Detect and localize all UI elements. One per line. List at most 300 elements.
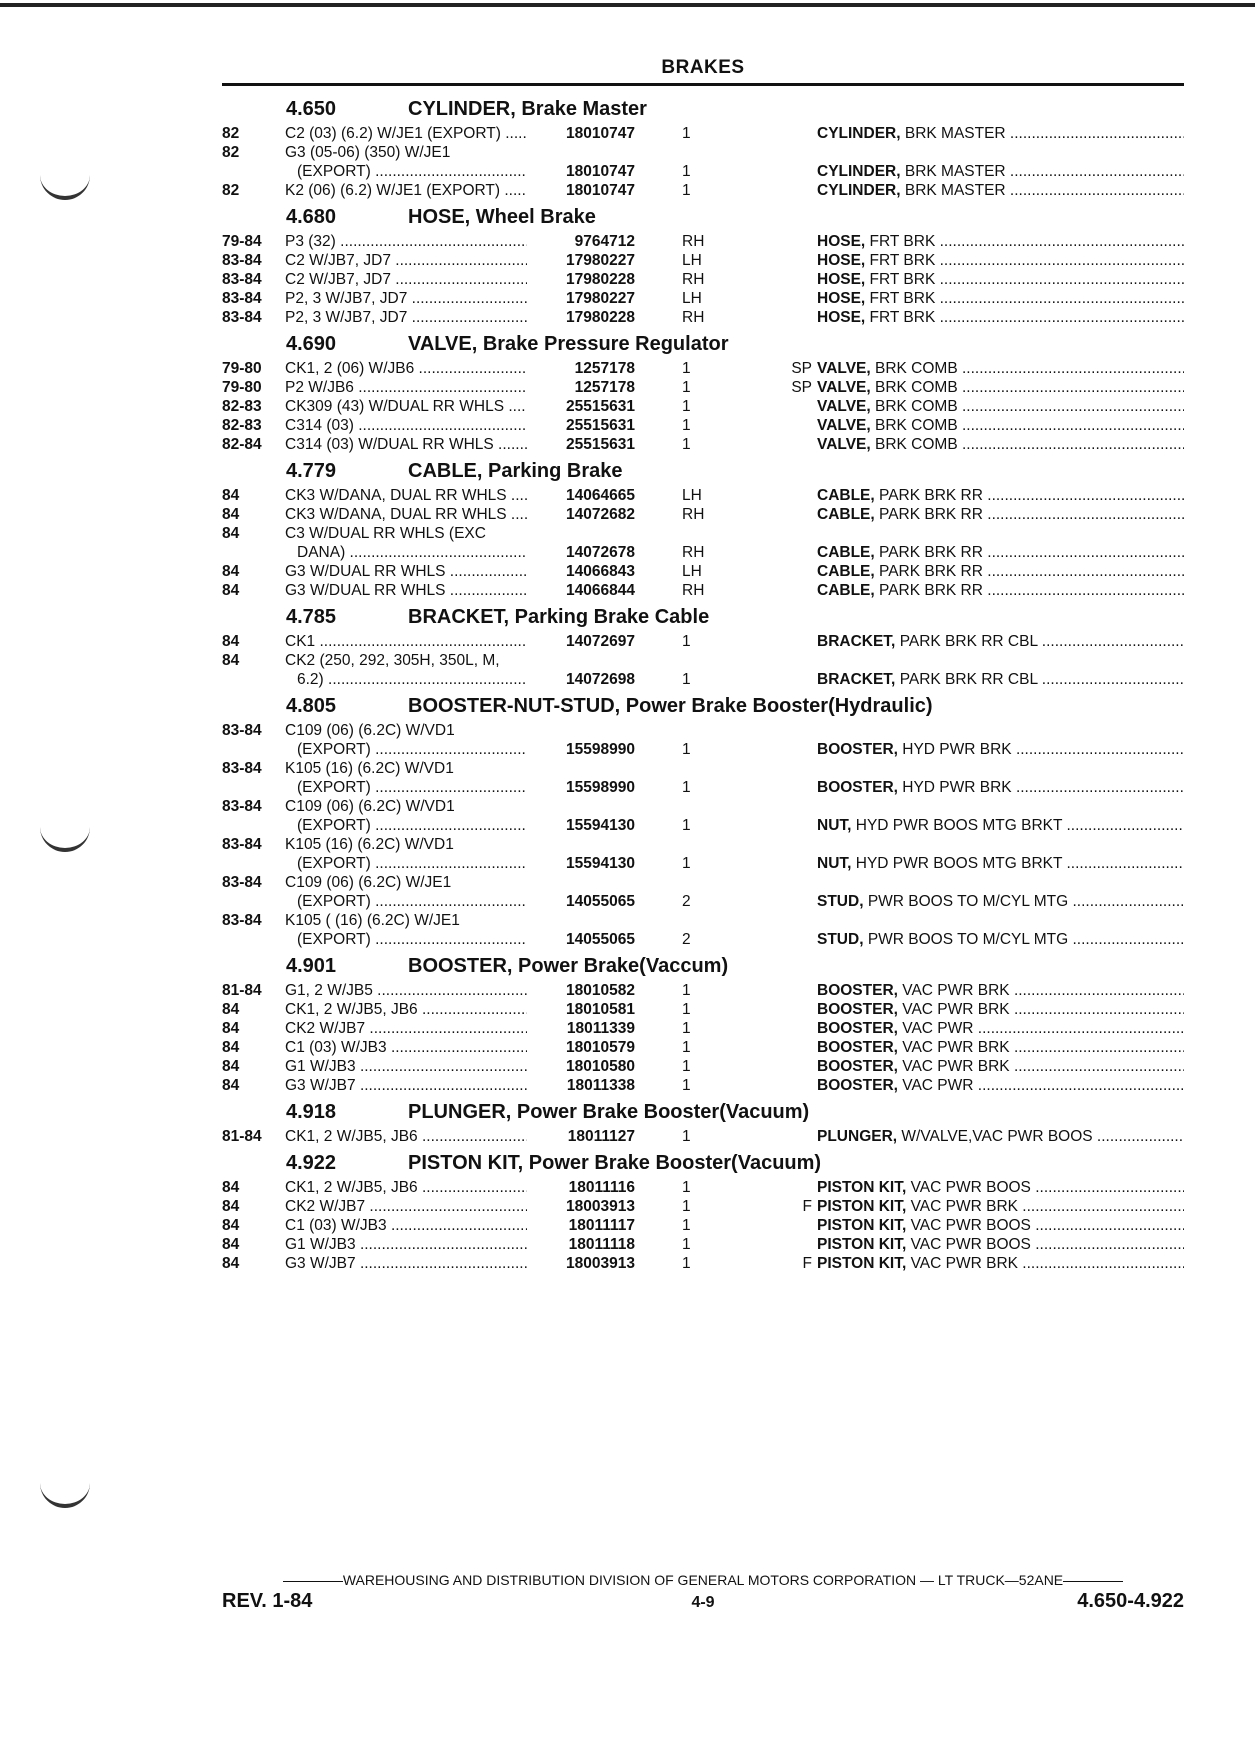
application-description	[285, 721, 585, 740]
part-number: 14072698	[527, 670, 635, 689]
part-name	[817, 930, 1184, 949]
part-name-detail: PARK BRK RR .....	[879, 544, 1184, 561]
model-year: 84	[222, 652, 240, 669]
part-name-detail: VAC PWR BOOS .....	[911, 1236, 1184, 1253]
quantity: 1	[682, 360, 691, 377]
quantity: 1	[682, 1236, 691, 1253]
part-name-detail: BRK MASTER .....	[905, 163, 1184, 180]
binder-hole-mark	[40, 1478, 90, 1508]
part-number: 15598990	[527, 740, 635, 759]
table-row	[222, 359, 1184, 378]
part-name	[817, 543, 1184, 562]
part-name	[817, 416, 1184, 435]
quantity: 1	[682, 1039, 691, 1056]
part-name-noun: BOOSTER,	[817, 982, 898, 999]
application-text: K105 ( (16) (6.2C) W/JE1	[285, 912, 460, 929]
part-name-detail: BRK COMB .....	[875, 398, 1184, 415]
section-header	[222, 329, 1184, 359]
part-name	[817, 1197, 1184, 1216]
quantity: 1	[682, 379, 691, 396]
part-number: 18011338	[527, 1076, 635, 1095]
part-number: 18010579	[527, 1038, 635, 1057]
quantity: 1	[682, 436, 691, 453]
quantity: 1	[682, 125, 691, 142]
section-title: PISTON KIT, Power Brake Booster(Vacuum)	[408, 1152, 822, 1174]
section-number: 4.918	[286, 1101, 337, 1123]
application-text: P3 (32)	[285, 233, 336, 250]
quantity: LH	[682, 487, 702, 504]
table-row	[222, 835, 1184, 854]
part-name-detail: PWR BOOS TO M/CYL MTG .....	[868, 893, 1184, 910]
table-row	[222, 759, 1184, 778]
part-name-noun: BOOSTER,	[817, 779, 898, 796]
part-name-noun: HOSE,	[817, 309, 866, 326]
part-name-detail: VAC PWR BRK .....	[902, 1058, 1184, 1075]
quantity: 1	[682, 1217, 691, 1234]
model-year: 84	[222, 1255, 240, 1272]
model-year: 84	[222, 1236, 240, 1253]
part-name-noun: VALVE,	[817, 436, 871, 453]
parts-catalog-sections	[222, 94, 1184, 1275]
top-border-rule	[0, 3, 1255, 7]
part-name	[817, 378, 1184, 397]
quantity: 1	[682, 417, 691, 434]
part-name-noun: BOOSTER,	[817, 1077, 898, 1094]
table-row	[222, 651, 1184, 670]
binder-hole-mark	[40, 822, 90, 852]
model-year: 84	[222, 1058, 240, 1075]
part-name-detail: BRK COMB .....	[875, 360, 1184, 377]
section-title: BOOSTER, Power Brake(Vaccum)	[408, 955, 729, 977]
quantity: 1	[682, 982, 691, 999]
part-name-detail: VAC PWR .....	[902, 1020, 1184, 1037]
quantity: LH	[682, 290, 702, 307]
part-name-detail: FRT BRK .....	[870, 271, 1184, 288]
quantity: LH	[682, 563, 702, 580]
quantity: 1	[682, 1001, 691, 1018]
quantity: 1	[682, 779, 691, 796]
application-text: C109 (06) (6.2C) W/VD1	[285, 722, 455, 739]
part-number: 18010747	[527, 181, 635, 200]
part-number: 18010580	[527, 1057, 635, 1076]
part-number: 14072697	[527, 632, 635, 651]
quantity: 1	[682, 1198, 691, 1215]
part-number: 17980227	[527, 289, 635, 308]
model-year: 79-80	[222, 379, 262, 396]
part-name	[817, 816, 1184, 835]
table-row	[222, 778, 1184, 797]
part-name-detail: VAC PWR BRK .....	[902, 982, 1184, 999]
table-row	[222, 486, 1184, 505]
table-row	[222, 1127, 1184, 1146]
application-text: CK1, 2 W/JB5, JB6	[285, 1128, 418, 1145]
application-text: (EXPORT)	[297, 893, 371, 910]
application-description	[285, 651, 585, 670]
model-year: 81-84	[222, 1128, 262, 1145]
part-name-noun: CYLINDER,	[817, 182, 901, 199]
section-number: 4.650	[286, 98, 337, 120]
application-text: P2, 3 W/JB7, JD7	[285, 290, 408, 307]
section-number: 4.680	[286, 206, 337, 228]
model-year: 84	[222, 633, 240, 650]
application-description	[285, 759, 585, 778]
part-name	[817, 270, 1184, 289]
part-name-noun: HOSE,	[817, 290, 866, 307]
model-year: 79-84	[222, 233, 262, 250]
application-text: (EXPORT)	[297, 817, 371, 834]
table-row	[222, 930, 1184, 949]
table-row	[222, 524, 1184, 543]
part-name-detail: VAC PWR BOOS .....	[911, 1217, 1184, 1234]
part-number: 18010747	[527, 162, 635, 181]
part-name	[817, 1216, 1184, 1235]
part-name	[817, 1235, 1184, 1254]
part-name-detail: PARK BRK RR .....	[879, 506, 1184, 523]
part-name	[817, 740, 1184, 759]
quantity: 1	[682, 1179, 691, 1196]
table-row	[222, 1197, 1184, 1216]
model-year: 82	[222, 125, 240, 142]
application-text: CK3 W/DANA, DUAL RR WHLS	[285, 506, 507, 523]
application-text: G3 (05-06) (350) W/JE1	[285, 144, 451, 161]
part-name	[817, 1076, 1184, 1095]
table-row	[222, 1178, 1184, 1197]
table-row	[222, 251, 1184, 270]
part-name-detail: PWR BOOS TO M/CYL MTG .....	[868, 931, 1184, 948]
application-text: C314 (03) W/DUAL RR WHLS	[285, 436, 494, 453]
table-row	[222, 797, 1184, 816]
footer-division-line	[222, 1572, 1184, 1588]
part-name-noun: HOSE,	[817, 233, 866, 250]
part-name-noun: CYLINDER,	[817, 125, 901, 142]
model-year: 79-80	[222, 360, 262, 377]
table-row	[222, 308, 1184, 327]
part-name	[817, 251, 1184, 270]
part-name-noun: NUT,	[817, 855, 852, 872]
model-year: 83-84	[222, 290, 262, 307]
part-name-noun: BOOSTER,	[817, 1058, 898, 1075]
part-name-noun: BOOSTER,	[817, 1039, 898, 1056]
application-description	[285, 911, 585, 930]
part-name	[817, 1000, 1184, 1019]
part-name-noun: PISTON KIT,	[817, 1198, 907, 1215]
model-year: 83-84	[222, 874, 262, 891]
model-year: 82	[222, 182, 240, 199]
part-name-noun: CABLE,	[817, 506, 875, 523]
quantity: 2	[682, 931, 691, 948]
part-number: 17980228	[527, 270, 635, 289]
part-number: 25515631	[527, 416, 635, 435]
table-row	[222, 1076, 1184, 1095]
model-year: 83-84	[222, 309, 262, 326]
part-name-detail: FRT BRK .....	[870, 252, 1184, 269]
part-name	[817, 359, 1184, 378]
part-name-noun: CABLE,	[817, 582, 875, 599]
page-title: BRAKES	[661, 57, 745, 78]
section-title: VALVE, Brake Pressure Regulator	[408, 333, 729, 355]
part-number: 14066844	[527, 581, 635, 600]
application-text: C3 W/DUAL RR WHLS (EXC	[285, 525, 486, 542]
section-number: 4.779	[286, 460, 337, 482]
part-name-noun: BOOSTER,	[817, 1020, 898, 1037]
part-name	[817, 181, 1184, 200]
quantity: 1	[682, 1020, 691, 1037]
application-text: (EXPORT)	[297, 163, 371, 180]
part-name	[817, 1127, 1184, 1146]
part-name-detail: VAC PWR BRK .....	[911, 1255, 1184, 1272]
quantity: 1	[682, 633, 691, 650]
note-code: F	[802, 1198, 812, 1215]
application-text: G1 W/JB3	[285, 1236, 356, 1253]
application-text: C2 (03) (6.2) W/JE1 (EXPORT)	[285, 125, 501, 142]
part-number: 18010747	[527, 124, 635, 143]
application-text: CK1, 2 (06) W/JB6	[285, 360, 415, 377]
model-year: 83-84	[222, 836, 262, 853]
application-description	[285, 797, 585, 816]
note-code: F	[802, 1255, 812, 1272]
application-description	[285, 524, 585, 543]
part-name-noun: HOSE,	[817, 252, 866, 269]
part-name	[817, 1057, 1184, 1076]
part-name-noun: CABLE,	[817, 544, 875, 561]
application-text: CK3 W/DANA, DUAL RR WHLS	[285, 487, 507, 504]
part-number: 17980228	[527, 308, 635, 327]
table-row	[222, 270, 1184, 289]
application-text: (EXPORT)	[297, 931, 371, 948]
part-name	[817, 1178, 1184, 1197]
part-name-noun: BRACKET,	[817, 671, 896, 688]
model-year: 83-84	[222, 798, 262, 815]
table-row	[222, 816, 1184, 835]
quantity: RH	[682, 544, 705, 561]
model-year: 81-84	[222, 982, 262, 999]
part-name	[817, 670, 1184, 689]
part-name	[817, 397, 1184, 416]
part-name-noun: STUD,	[817, 931, 864, 948]
section-title: BRACKET, Parking Brake Cable	[408, 606, 710, 628]
part-number: 18010581	[527, 1000, 635, 1019]
model-year: 83-84	[222, 760, 262, 777]
application-text: CK1	[285, 633, 316, 650]
part-name	[817, 892, 1184, 911]
part-number: 18010582	[527, 981, 635, 1000]
page-number: 4-9	[691, 1594, 715, 1611]
model-year: 82-83	[222, 398, 262, 415]
model-year: 83-84	[222, 912, 262, 929]
application-text: CK2 (250, 292, 305H, 350L, M,	[285, 652, 500, 669]
section-title: HOSE, Wheel Brake	[408, 206, 596, 228]
quantity: 1	[682, 1058, 691, 1075]
table-row	[222, 721, 1184, 740]
model-year: 84	[222, 563, 240, 580]
application-text: P2, 3 W/JB7, JD7	[285, 309, 408, 326]
part-name-detail: BRK COMB .....	[875, 379, 1184, 396]
section-number: 4.901	[286, 955, 337, 977]
application-text: CK2 W/JB7	[285, 1198, 366, 1215]
part-name-noun: VALVE,	[817, 398, 871, 415]
part-number: 15598990	[527, 778, 635, 797]
part-name-detail: VAC PWR BRK .....	[911, 1198, 1184, 1215]
model-year: 83-84	[222, 722, 262, 739]
part-name	[817, 289, 1184, 308]
section-header	[222, 951, 1184, 981]
part-name	[817, 232, 1184, 251]
quantity: 1	[682, 1128, 691, 1145]
table-row	[222, 740, 1184, 759]
part-name-noun: PISTON KIT,	[817, 1236, 907, 1253]
application-description	[285, 143, 585, 162]
application-text: DANA)	[297, 544, 346, 561]
part-name	[817, 562, 1184, 581]
quantity: 1	[682, 1255, 691, 1272]
part-number: 17980227	[527, 251, 635, 270]
part-name-noun: PISTON KIT,	[817, 1255, 907, 1272]
part-name-detail: HYD PWR BOOS MTG BRKT .....	[856, 817, 1184, 834]
application-text: G1 W/JB3	[285, 1058, 356, 1075]
part-name-detail: HYD PWR BOOS MTG BRKT .....	[856, 855, 1184, 872]
part-number: 18003913	[527, 1197, 635, 1216]
part-name	[817, 308, 1184, 327]
table-row	[222, 143, 1184, 162]
part-name	[817, 162, 1184, 181]
part-name	[817, 1254, 1184, 1273]
part-number: 18011127	[527, 1127, 635, 1146]
model-year: 84	[222, 525, 240, 542]
part-name-detail: PARK BRK RR .....	[879, 487, 1184, 504]
table-row	[222, 505, 1184, 524]
section-number: 4.805	[286, 695, 337, 717]
catalog-section	[222, 1148, 1184, 1273]
table-row	[222, 397, 1184, 416]
model-year: 82-84	[222, 436, 262, 453]
model-year: 84	[222, 506, 240, 523]
part-number: 14064665	[527, 486, 635, 505]
part-name	[817, 1019, 1184, 1038]
part-number: 14072682	[527, 505, 635, 524]
quantity: 1	[682, 817, 691, 834]
part-number: 1257178	[527, 378, 635, 397]
part-name-detail: BRK COMB .....	[875, 436, 1184, 453]
part-number: 18003913	[527, 1254, 635, 1273]
part-name	[817, 981, 1184, 1000]
part-number: 14055065	[527, 892, 635, 911]
model-year: 84	[222, 1039, 240, 1056]
application-description	[285, 873, 585, 892]
table-row	[222, 1057, 1184, 1076]
application-text: CK1, 2 W/JB5, JB6	[285, 1001, 418, 1018]
part-name-noun: HOSE,	[817, 271, 866, 288]
model-year: 82	[222, 144, 240, 161]
part-number: 15594130	[527, 854, 635, 873]
section-title: PLUNGER, Power Brake Booster(Vacuum)	[408, 1101, 810, 1123]
application-text: C2 W/JB7, JD7	[285, 252, 391, 269]
section-header	[222, 202, 1184, 232]
section-header	[222, 602, 1184, 632]
part-number: 25515631	[527, 435, 635, 454]
part-name-noun: STUD,	[817, 893, 864, 910]
part-name-detail: FRT BRK .....	[870, 233, 1184, 250]
part-name-noun: CYLINDER,	[817, 163, 901, 180]
table-row	[222, 124, 1184, 143]
section-header	[222, 456, 1184, 486]
part-name	[817, 581, 1184, 600]
table-row	[222, 543, 1184, 562]
application-text: CK309 (43) W/DUAL RR WHLS	[285, 398, 505, 415]
footer-division-text: WAREHOUSING AND DISTRIBUTION DIVISION OF GENERAL MOTORS CORPORATION — LT TRUCK—52ANE	[342, 1572, 1064, 1588]
application-text: K105 (16) (6.2C) W/VD1	[285, 836, 454, 853]
section-range: 4.650-4.922	[1077, 1590, 1184, 1612]
part-name	[817, 1038, 1184, 1057]
model-year: 83-84	[222, 271, 262, 288]
section-title: CABLE, Parking Brake	[408, 460, 623, 482]
application-text: (EXPORT)	[297, 779, 371, 796]
table-row	[222, 873, 1184, 892]
part-name	[817, 435, 1184, 454]
part-name-detail: BRK COMB .....	[875, 417, 1184, 434]
table-row	[222, 1038, 1184, 1057]
table-row	[222, 981, 1184, 1000]
part-name-detail: BRK MASTER .....	[905, 182, 1184, 199]
part-name-detail: HYD PWR BRK .....	[902, 779, 1184, 796]
section-number: 4.690	[286, 333, 337, 355]
part-name	[817, 486, 1184, 505]
section-number: 4.785	[286, 606, 337, 628]
part-name-noun: VALVE,	[817, 379, 871, 396]
part-name-detail: PARK BRK RR CBL .....	[900, 671, 1184, 688]
application-text: G3 W/DUAL RR WHLS	[285, 563, 446, 580]
application-text: G3 W/DUAL RR WHLS	[285, 582, 446, 599]
catalog-section	[222, 1097, 1184, 1146]
application-text: P2 W/JB6	[285, 379, 354, 396]
part-number: 18011339	[527, 1019, 635, 1038]
part-name-noun: NUT,	[817, 817, 852, 834]
quantity: RH	[682, 309, 705, 326]
quantity: 1	[682, 741, 691, 758]
part-name-detail: BRK MASTER .....	[905, 125, 1184, 142]
catalog-section	[222, 951, 1184, 1095]
application-text: (EXPORT)	[297, 741, 371, 758]
section-title: CYLINDER, Brake Master	[408, 98, 647, 120]
model-year: 83-84	[222, 252, 262, 269]
part-name	[817, 632, 1184, 651]
quantity: RH	[682, 582, 705, 599]
application-description	[285, 835, 585, 854]
part-name-noun: CABLE,	[817, 487, 875, 504]
table-row	[222, 435, 1184, 454]
model-year: 82-83	[222, 417, 262, 434]
application-text: (EXPORT)	[297, 855, 371, 872]
section-header	[222, 1097, 1184, 1127]
table-row	[222, 378, 1184, 397]
part-name	[817, 854, 1184, 873]
part-number: 15594130	[527, 816, 635, 835]
table-row	[222, 670, 1184, 689]
catalog-section	[222, 202, 1184, 327]
table-row	[222, 416, 1184, 435]
part-name	[817, 778, 1184, 797]
table-row	[222, 289, 1184, 308]
footer-rule-left	[283, 1581, 343, 1582]
catalog-section	[222, 94, 1184, 200]
application-text: C1 (03) W/JB3	[285, 1039, 387, 1056]
model-year: 84	[222, 1001, 240, 1018]
catalog-section	[222, 691, 1184, 949]
table-row	[222, 1216, 1184, 1235]
model-year: 84	[222, 582, 240, 599]
quantity: LH	[682, 252, 702, 269]
table-row	[222, 162, 1184, 181]
application-text: C314 (03)	[285, 417, 354, 434]
